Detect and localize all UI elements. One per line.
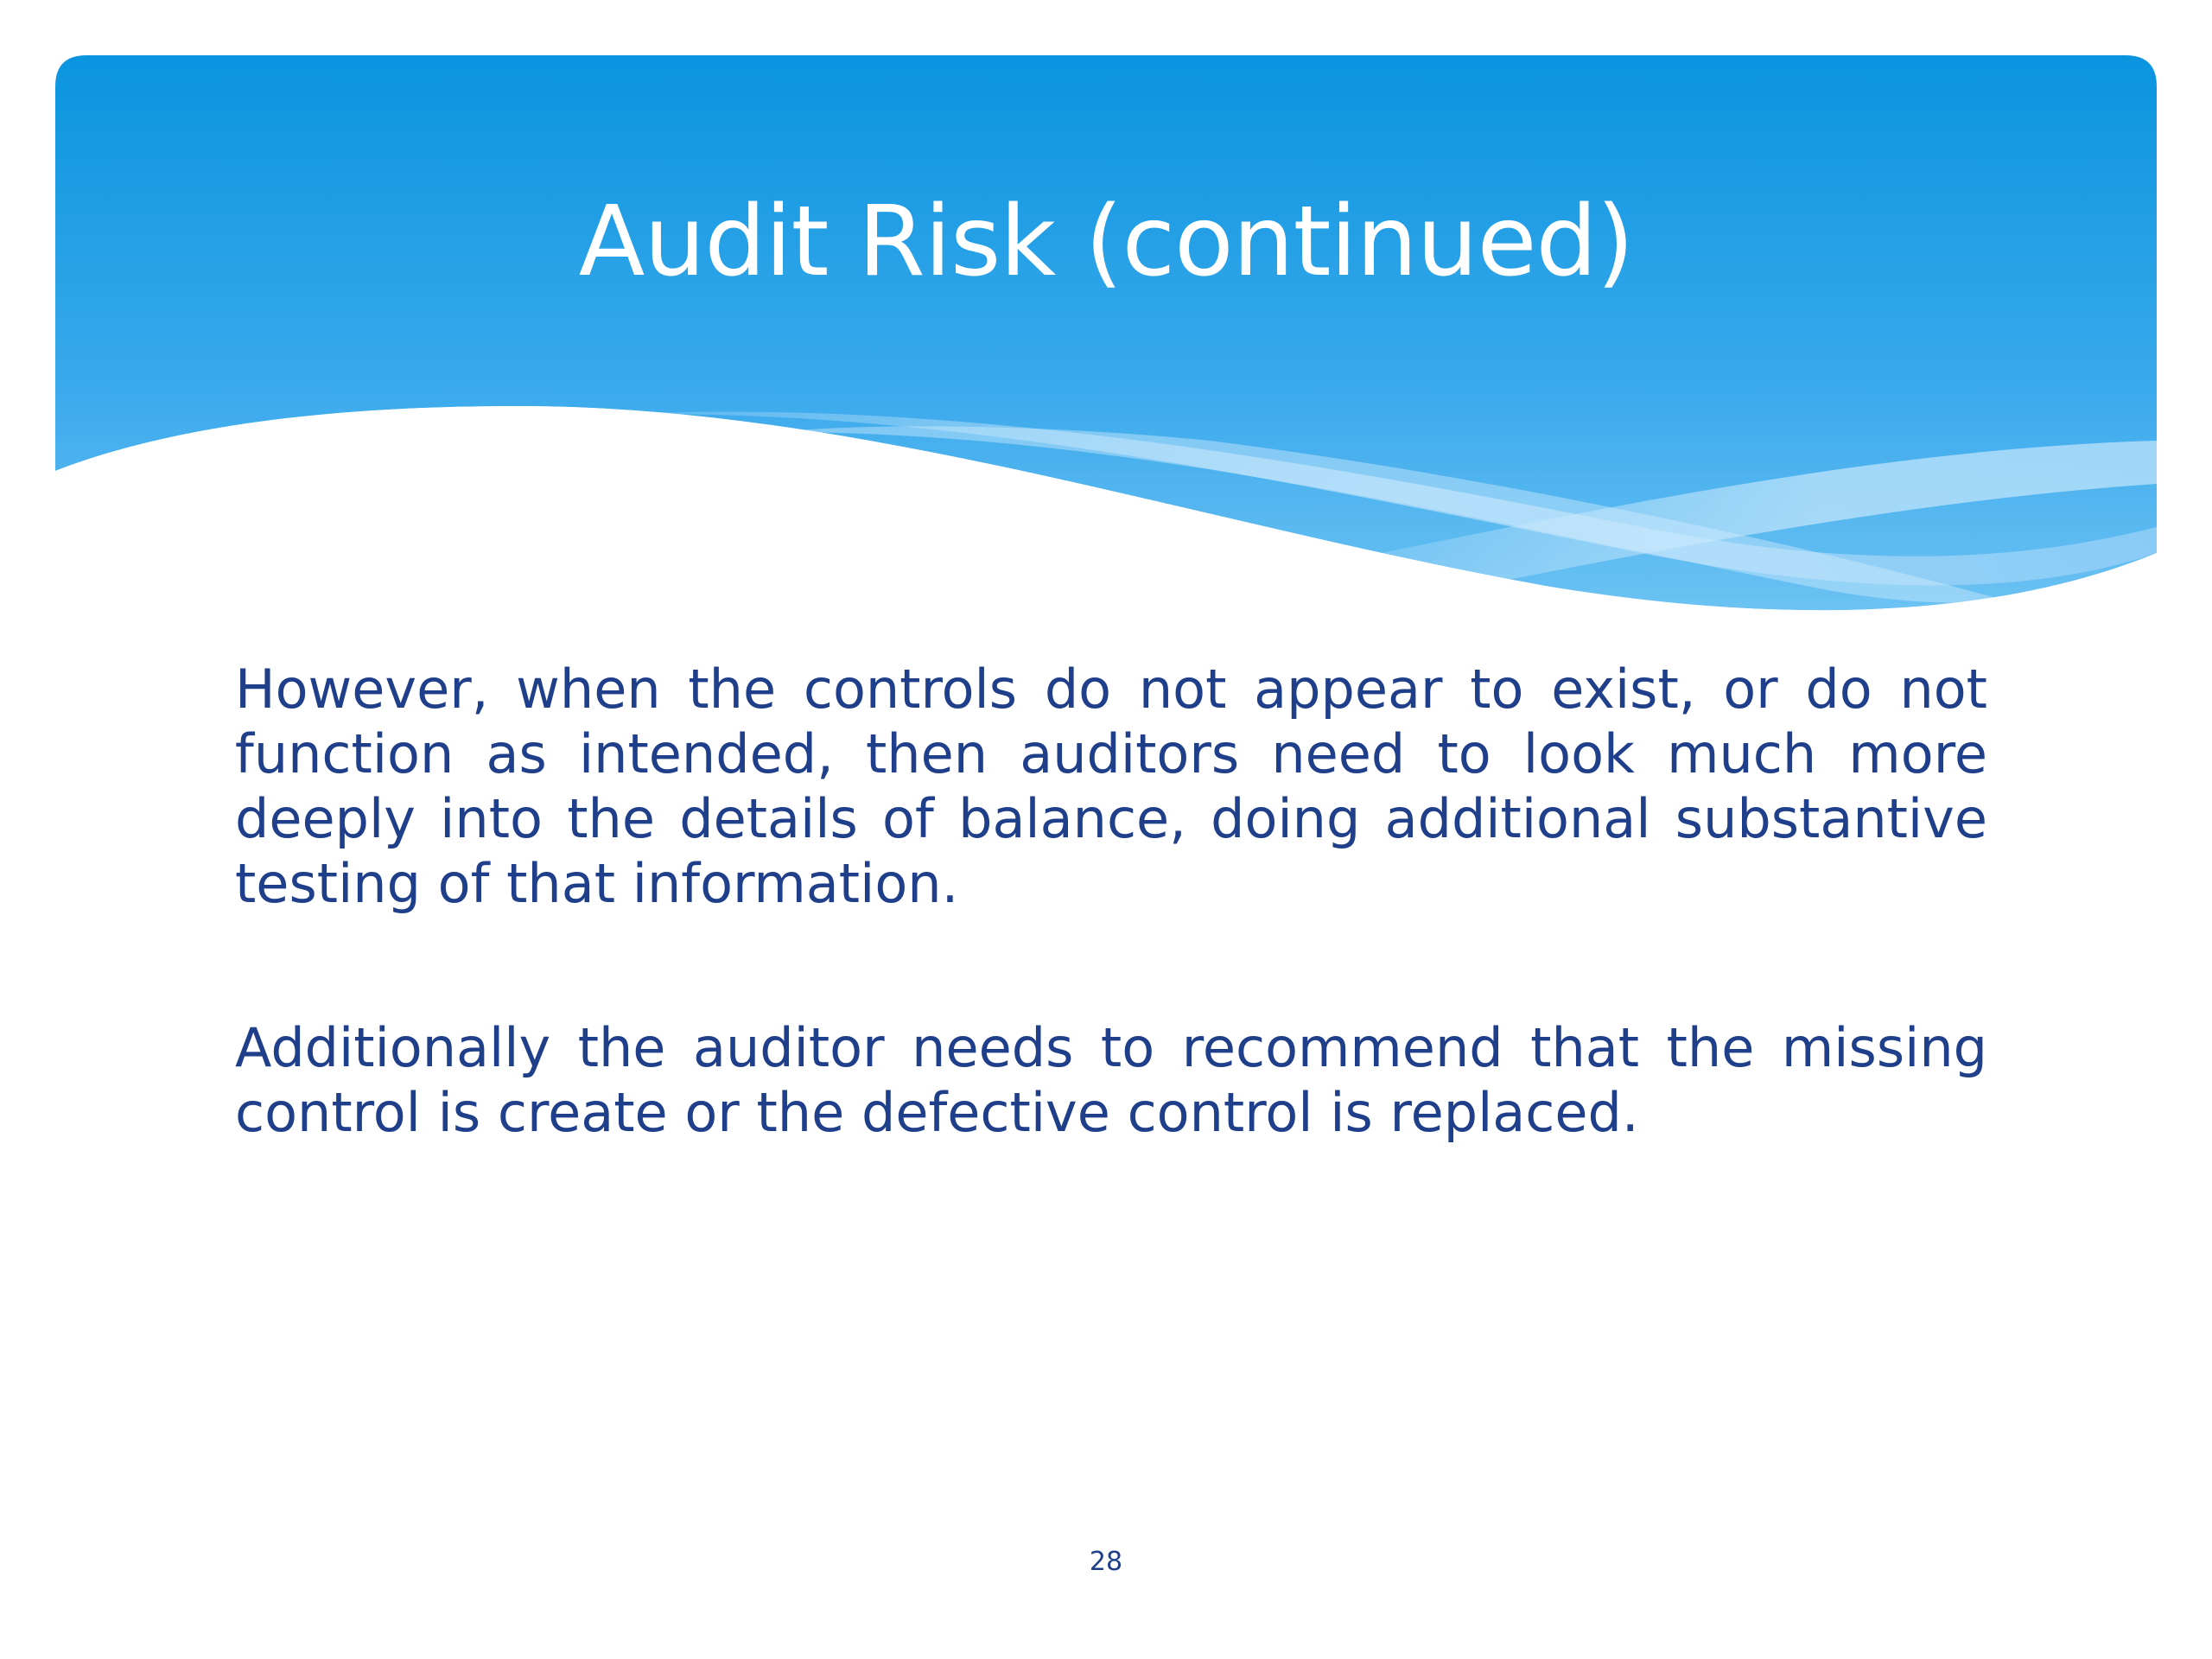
page-number: 28 <box>1089 1547 1123 1577</box>
body-paragraph-1: However, when the controls do not appear to exist, or do not function as intended, then auditors need to look much more deeply into the details of balance, doing additional substantive testing of that information. <box>235 658 1987 915</box>
slide-title: Audit Risk (continued) <box>578 186 1634 298</box>
slide-body <box>235 657 1987 1145</box>
header-wave-background <box>0 0 2212 639</box>
body-paragraph-2: Additionally the auditor needs to recommend that the missing control is create or the defective control is replaced. <box>235 1016 1987 1144</box>
